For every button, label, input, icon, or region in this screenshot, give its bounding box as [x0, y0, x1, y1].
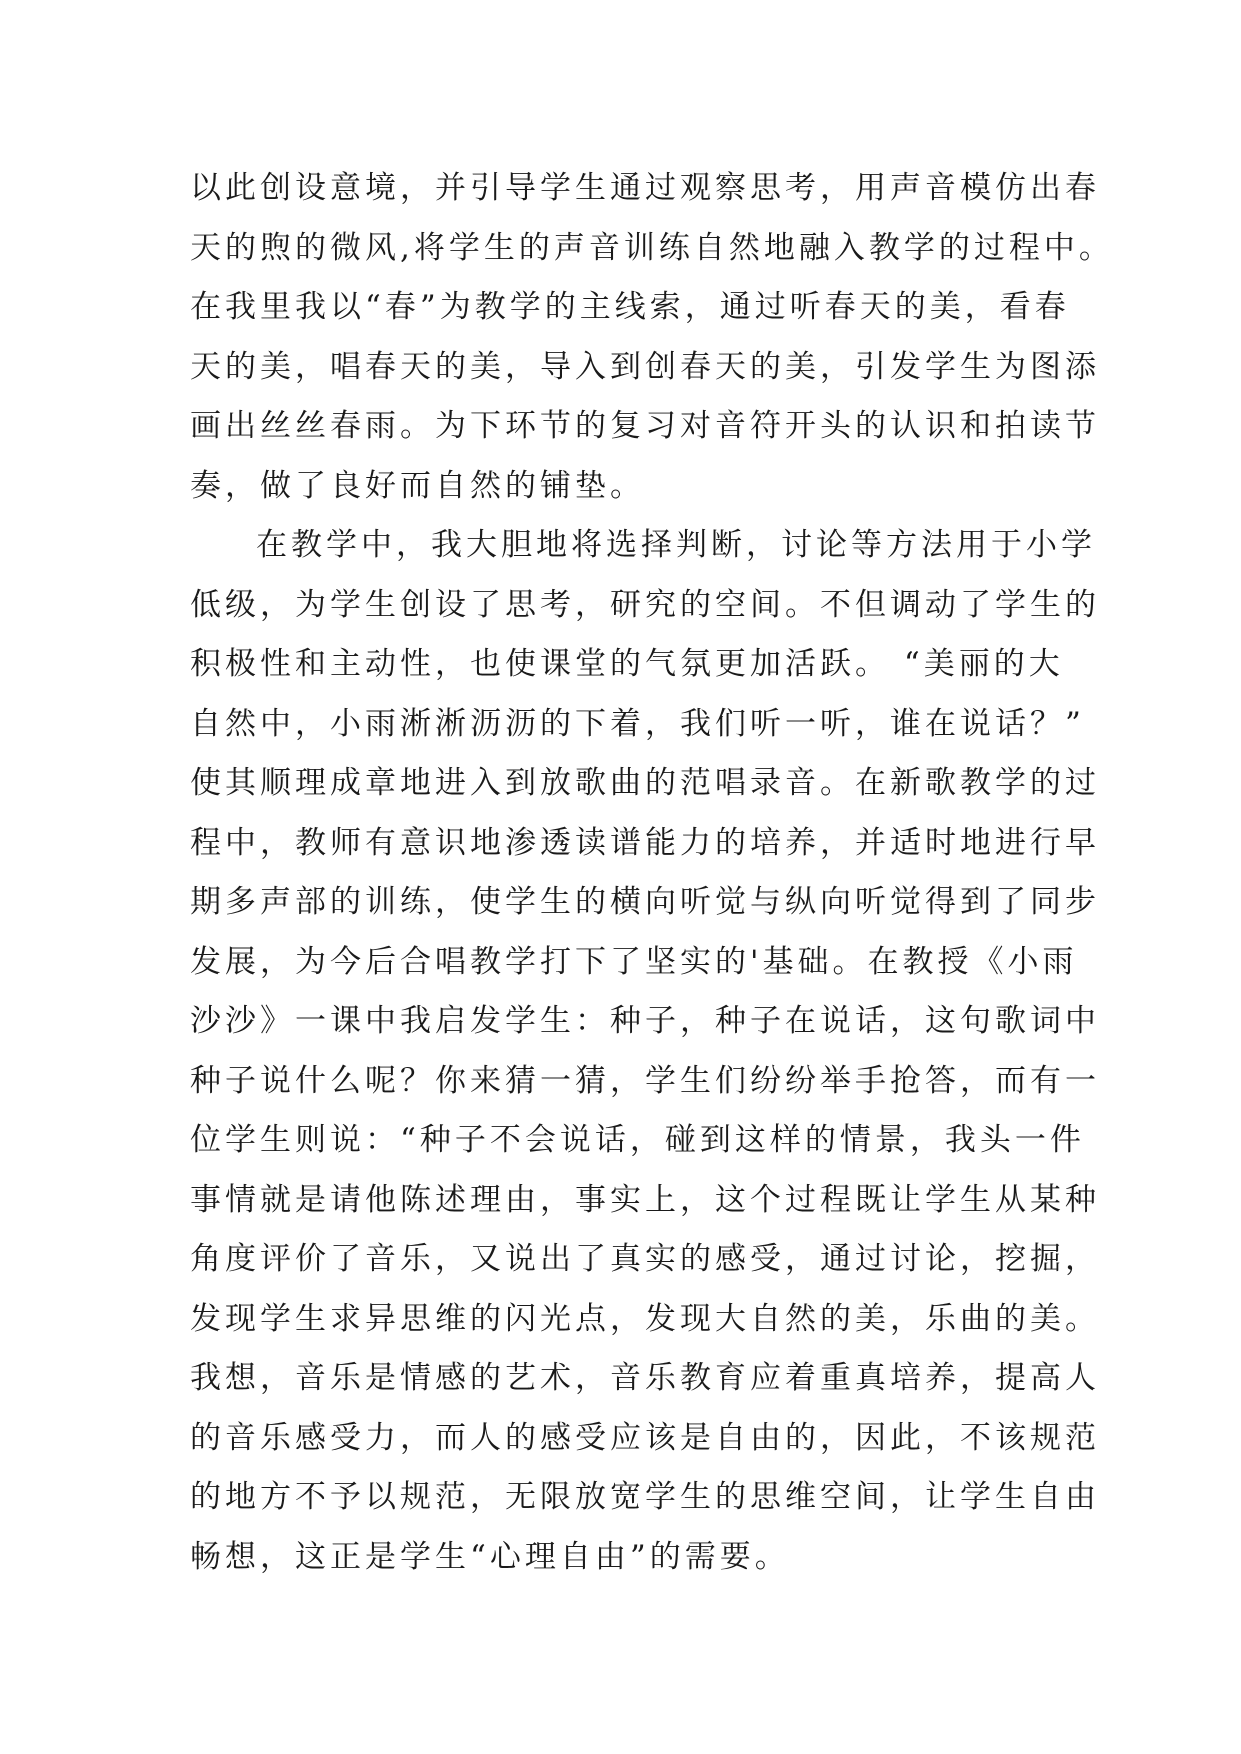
body-text [190, 159, 1114, 1587]
text-line: 期多声部的训练，使学生的横向听觉与纵向听觉得到了同步 [190, 884, 1100, 920]
text-line: 的音乐感受力，而人的感受应该是自由的，因此，不该规范 [190, 1419, 1100, 1456]
text-line: 我想，音乐是情感的艺术，音乐教育应着重真培养，提高人 [190, 1360, 1100, 1396]
text-line: 程中，教师有意识地渗透读谱能力的培养，并适时地进行早 [190, 824, 1100, 861]
text-line: 在我里我以“春”为教学的主线索，通过听春天的美，看春 [190, 289, 1070, 325]
text-line: 发现学生求异思维的闪光点，发现大自然的美，乐曲的美。 [190, 1300, 1100, 1337]
text-line: 天的美，唱春天的美，导入到创春天的美，引发学生为图添 [190, 348, 1100, 385]
text-line: 种子说什么呢？你来猜一猜，学生们纷纷举手抢答，而有一 [190, 1062, 1100, 1099]
text-line: 沙沙》一课中我启发学生：种子，种子在说话，这句歌词中 [190, 1003, 1100, 1039]
paragraph-first-line: 在教学中，我大胆地将选择判断，讨论等方法用于小学 [256, 527, 1096, 563]
text-line: 角度评价了音乐，又说出了真实的感受，通过讨论，挖掘， [190, 1241, 1100, 1277]
text-line: 的地方不予以规范，无限放宽学生的思维空间，让学生自由 [190, 1479, 1100, 1515]
text-line: 天的煦的微风,将学生的声音训练自然地融入教学的过程中。 [190, 229, 1114, 266]
text-line: 画出丝丝春雨。为下环节的复习对音符开头的认识和拍读节 [190, 408, 1100, 444]
text-line: 以此创设意境，并引导学生通过观察思考，用声音模仿出春 [190, 170, 1100, 206]
text-line: 发展，为今后合唱教学打下了坚实的'基础。在教授《小雨 [190, 943, 1078, 980]
text-line: 畅想，这正是学生“心理自由”的需要。 [190, 1538, 790, 1575]
text-line: 积极性和主动性，也使课堂的气氛更加活跃。 “美丽的大 [190, 646, 1064, 682]
text-line: 低级，为学生创设了思考，研究的空间。不但调动了学生的 [190, 586, 1100, 623]
text-line: 事情就是请他陈述理由，事实上，这个过程既让学生从某种 [190, 1181, 1100, 1218]
text-line: 自然中，小雨淅淅沥沥的下着，我们听一听，谁在说话？” [190, 705, 1085, 742]
text-line: 位学生则说：“种子不会说话，碰到这样的情景，我头一件 [190, 1122, 1085, 1158]
text-line: 奏，做了良好而自然的铺垫。 [190, 467, 645, 504]
text-line: 使其顺理成章地进入到放歌曲的范唱录音。在新歌教学的过 [190, 765, 1100, 801]
